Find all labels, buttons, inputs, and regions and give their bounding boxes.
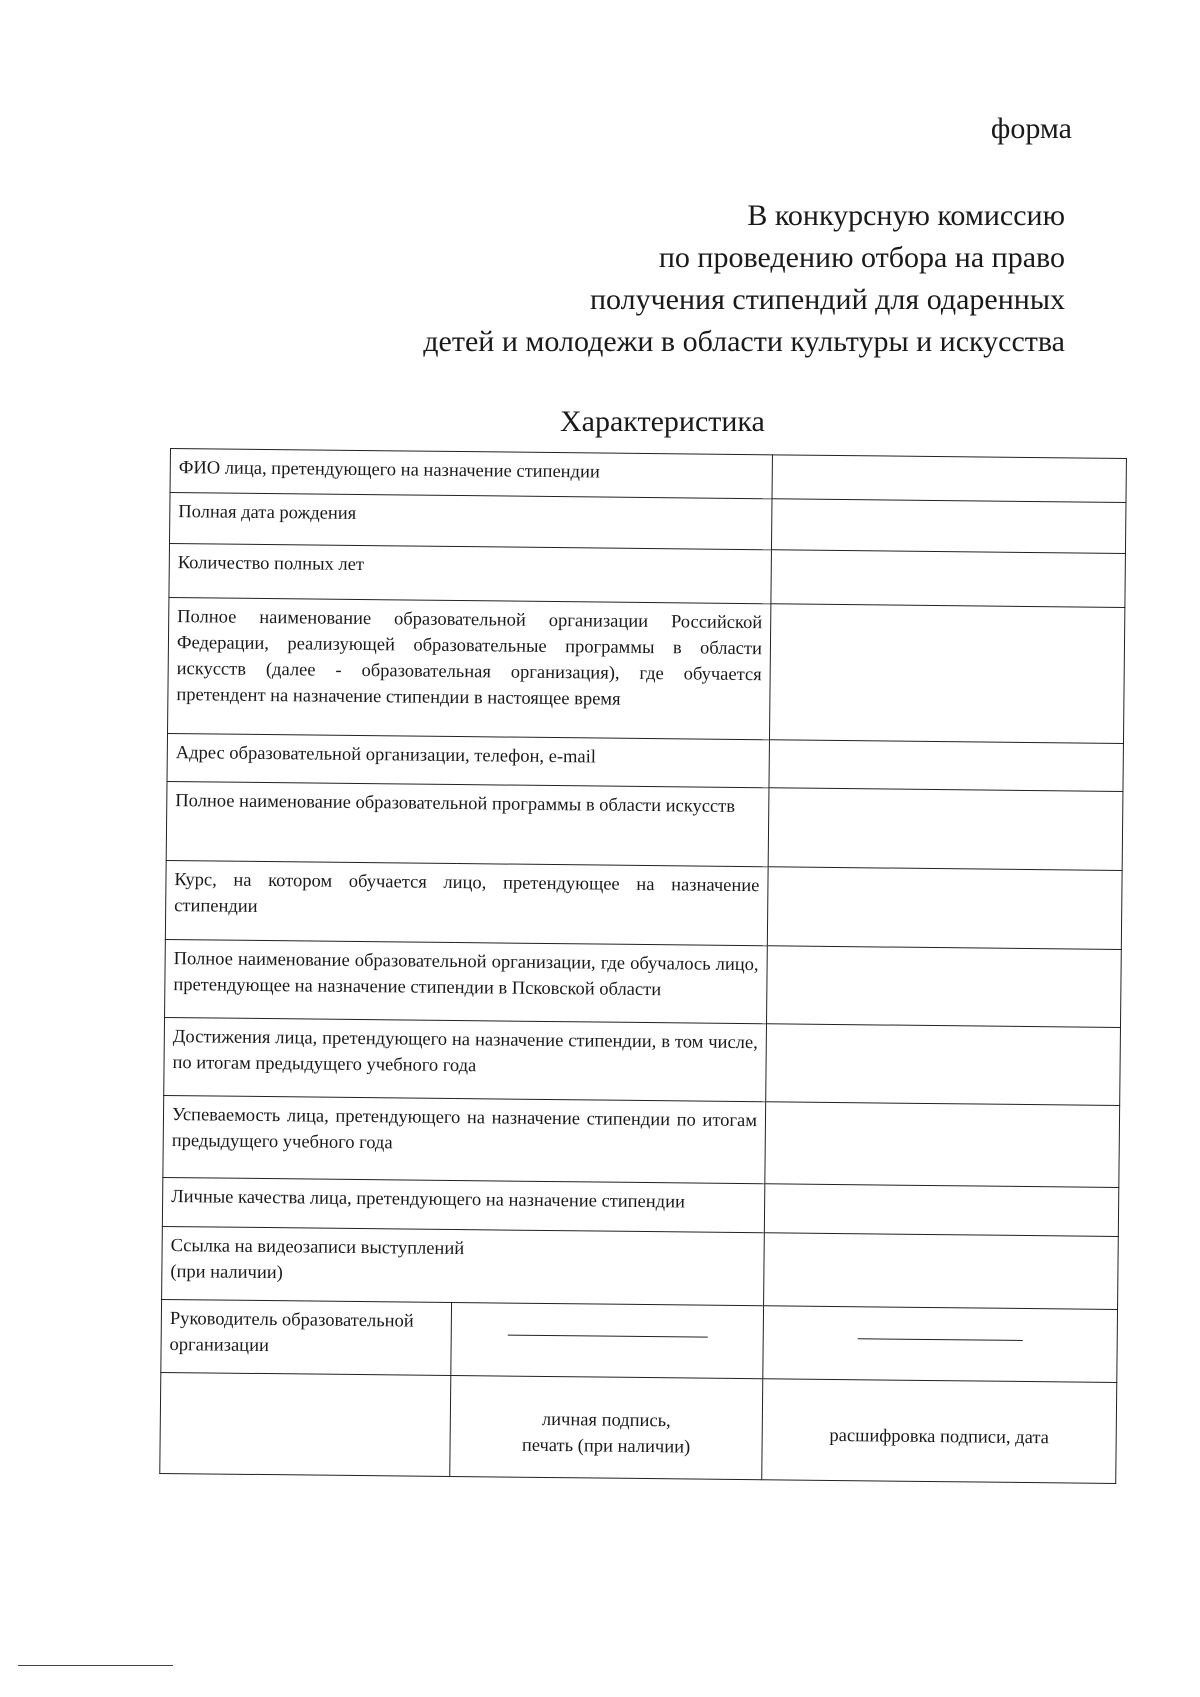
row-value[interactable] <box>771 499 1126 554</box>
row-label: Полное наименование образовательной программы в области искусств <box>166 781 769 866</box>
footnote-rule <box>18 1665 173 1666</box>
addressee-line: детей и молодежи в области культуры и искусства <box>423 325 1065 358</box>
signature-caption: личная подпись, печать (при наличии) <box>450 1375 763 1479</box>
table-row <box>169 544 1126 608</box>
signature-caption-row <box>160 1372 1117 1483</box>
addressee-block <box>305 195 1065 363</box>
table-row <box>165 860 1122 949</box>
row-label: Количество полных лет <box>169 544 772 604</box>
table-row <box>166 781 1123 870</box>
row-value[interactable] <box>767 946 1122 1028</box>
head-label: Руководитель образовательной организации <box>161 1299 452 1375</box>
row-value[interactable] <box>769 604 1124 744</box>
row-label: Достижения лица, претендующего на назначение стипендии, в том числе, по итогам предыдущего учебного года <box>164 1017 767 1101</box>
row-label: Ссылка на видеозаписи выступлений (при наличии) <box>162 1226 765 1305</box>
addressee-line: В конкурсную комиссию <box>747 199 1065 232</box>
document-title: Характеристика <box>560 405 765 438</box>
row-value[interactable] <box>768 788 1123 871</box>
addressee-line: получения стипендий для одаренных <box>589 283 1065 316</box>
row-value[interactable] <box>769 740 1123 792</box>
signature-row <box>161 1299 1118 1382</box>
signature-field[interactable] <box>451 1302 764 1378</box>
row-label: Личные качества лица, претендующего на назначение стипендии <box>162 1177 764 1232</box>
characteristics-table-wrap <box>159 448 1126 1484</box>
signature-decode-field[interactable] <box>763 1306 1118 1383</box>
row-value[interactable] <box>767 867 1122 950</box>
row-label: Курс, на котором обучается лицо, претендующее на назначение стипендии <box>165 860 768 945</box>
table-row <box>164 1017 1121 1105</box>
row-label: Полная дата рождения <box>169 493 772 550</box>
decode-caption: расшифровка подписи, дата <box>762 1379 1117 1484</box>
characteristics-table <box>159 448 1127 1484</box>
table-row <box>165 939 1122 1027</box>
table-row <box>162 1226 1119 1309</box>
form-label: форма <box>990 112 1072 145</box>
row-value[interactable] <box>772 455 1126 503</box>
table-row <box>163 1095 1120 1187</box>
row-label: Адрес образовательной организации, телефон, e-mail <box>167 733 769 787</box>
row-label: Успеваемость лица, претендующего на назначение стипендии по итогам предыдущего учебного года <box>163 1095 766 1183</box>
row-value[interactable] <box>764 1184 1118 1237</box>
signature-decode-line <box>858 1337 1023 1341</box>
empty-cell <box>160 1372 451 1476</box>
row-label: Полное наименование образовательной организации, где обучалось лицо, претендующее на назначение стипендии в Псковской области <box>165 939 768 1023</box>
table-row <box>168 597 1125 743</box>
row-label: ФИО лица, претендующего на назначение стипендии <box>170 449 772 499</box>
signature-line <box>507 1334 707 1338</box>
row-value[interactable] <box>766 1024 1121 1106</box>
addressee-line: по проведению отбора на право <box>658 241 1065 274</box>
row-value[interactable] <box>771 550 1126 608</box>
row-value[interactable] <box>765 1102 1120 1188</box>
row-label: Полное наименование образовательной организации Российской Федерации, реализующей образовательные программы в области искусств (далее - образовательная организация), где обучается претендент на назначение стипендии в настоящее время <box>168 597 771 739</box>
row-value[interactable] <box>764 1233 1119 1310</box>
